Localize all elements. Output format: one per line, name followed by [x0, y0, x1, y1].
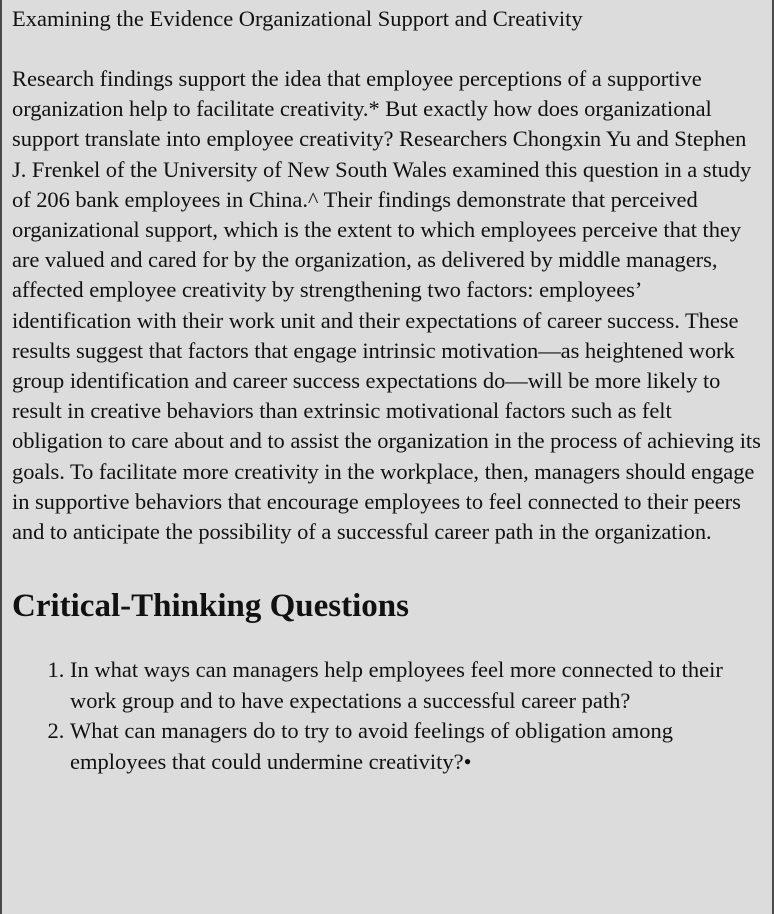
critical-thinking-question-list — [12, 655, 764, 777]
feature-box-title: Examining the Evidence Organizational Support and Creativity — [12, 6, 583, 31]
critical-thinking-heading: Critical-Thinking Questions — [12, 588, 409, 625]
feature-box-body: Research findings support the idea that employee perceptions of a supportive organization help to facilitate creativity.* But exactly how does organizational support translate into employee creativity? Researchers Chongxin Yu and Stephen J. Frenkel of the University of New South Wales examined this question in a study of 206 bank employees in China.^ Their findings demonstrate that perceived organizational support, which is the extent to which employees perceive that they are valued and cared for by the organization, as delivered by middle managers, affected employee creativity by strengthening two factors: employees’ identification with their work unit and their expectations of career success. These results suggest that factors that engage intrinsic motivation—as heightened work group identification and career success expectations do—will be more likely to result in creative behaviors than extrinsic motivational factors such as felt obligation to care about and to assist the organization in the process of achieving its goals. To facilitate more creativity in the workplace, then, managers should engage in supportive behaviors that encourage employees to feel connected to their peers and to anticipate the possibility of a successful career path in the organization. — [12, 66, 761, 545]
question-item: 1. In what ways can managers help employees feel more connected to their work group and to have expectations a successful career path? — [70, 655, 764, 716]
question-item: 2. What can managers do to try to avoid feelings of obligation among employees that could undermine creativity?• — [70, 716, 764, 777]
